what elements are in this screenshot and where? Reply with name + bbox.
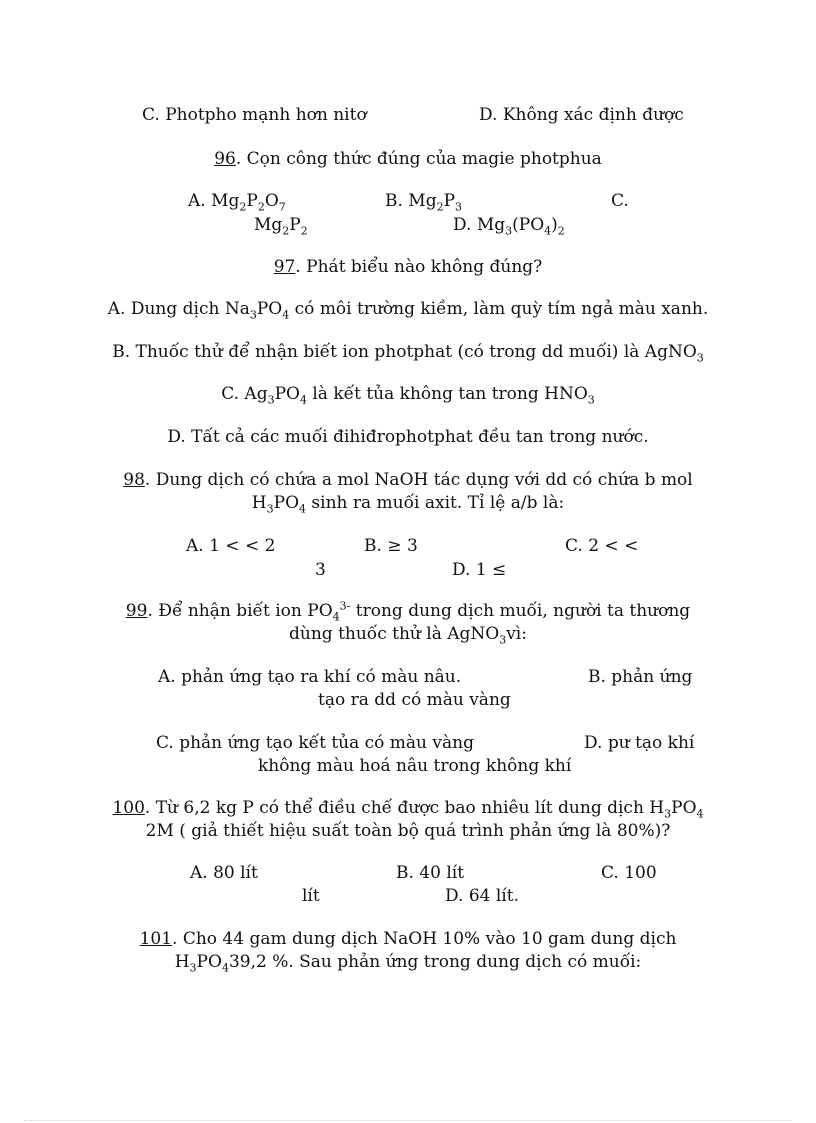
q95-option-c: C. Photpho mạnh hơn nitơ <box>142 105 367 125</box>
q96-option-b: B. $Mg_2P_3$ <box>385 191 463 214</box>
q97-option-c: C. $Ag_3PO_4$ là kết tủa không tan trong $HNO_3$ <box>221 384 595 407</box>
q99-option-d: D. pư tạo khí <box>584 733 695 753</box>
q98-option-b: B. ≥ 3 <box>364 536 418 556</box>
q100-option-b: B. 40 lít <box>396 863 465 883</box>
question-text: . Phát biểu nào không đúng? <box>295 257 543 277</box>
q99-option-d-cont: không màu hoá nâu trong không khí <box>258 756 572 776</box>
q98-option-c-cont: 3 <box>315 560 326 580</box>
q99-option-a: A. phản ứng tạo ra khí có màu nâu. <box>158 667 462 687</box>
q96-question <box>0 148 816 170</box>
question-number: 99 <box>125 601 148 621</box>
q99-option-b: B. phản ứng <box>588 667 693 687</box>
question-text: . Cọn công thức đúng của magie photphua <box>235 149 602 169</box>
q99-question-line2: dùng thuốc thử là AgNO$_3$vì: <box>289 624 527 647</box>
q101-question-line1: 101. Cho 44 gam dung dịch NaOH 10% vào 10 gam dung dịch <box>139 929 677 949</box>
q96-option-c-value: $Mg_2P_2$ <box>254 215 308 238</box>
question-number: 101 <box>139 929 173 949</box>
q99-question-line1: 99. Để nhận biết ion $PO_4^{3-}$ trong dung dịch muối, người ta thương <box>125 599 691 624</box>
question-number: 98 <box>123 470 145 490</box>
q97-question <box>0 256 816 278</box>
q99-option-b-cont: tạo ra dd có màu vàng <box>318 690 511 710</box>
page-bottom-divider <box>24 1120 792 1121</box>
q100-question-line2: 2M ( giả thiết hiệu suất toàn bộ quá trình phản ứng là 80%)? <box>145 821 671 841</box>
q96-option-d: D. $Mg_3(PO_4)_2$ <box>453 215 565 238</box>
q101-question-line2: $H_3PO_439,2$ %. Sau phản ứng trong dung dịch có muối: <box>174 952 642 975</box>
q96-option-c-label: C. <box>611 191 629 211</box>
q97-option-d: D. Tất cả các muối đihiđrophotphat đều tan trong nước. <box>167 427 649 447</box>
q98-option-d: D. 1 ≤ <box>452 560 507 580</box>
q99-option-c: C. phản ứng tạo kết tủa có màu vàng <box>156 733 474 753</box>
q100-option-c: C. 100 <box>601 863 657 883</box>
q100-option-d: D. 64 lít. <box>445 886 519 906</box>
q97-option-b: B. Thuốc thử để nhận biết ion photphat (có trong dd muối) là AgNO$_3$ <box>112 342 704 365</box>
q97-option-a: A. Dung dịch $Na_3PO_4$ có môi trường kiềm, làm quỳ tím ngả màu xanh. <box>107 299 709 322</box>
q100-option-a: A. 80 lít <box>190 863 258 883</box>
q100-question-line1: 100. Từ 6,2 kg P có thể điều chế được bao nhiêu lít dung dịch $H_3PO_4$ <box>112 798 704 821</box>
q98-option-a: A. 1 < < 2 <box>186 536 276 556</box>
q98-option-c: C. 2 < < <box>565 536 639 556</box>
q100-option-c-cont: lít <box>302 886 320 906</box>
question-number: 97 <box>273 257 296 277</box>
q96-option-a: A. $Mg_2P_2O_7$ <box>188 191 286 214</box>
q95-option-d: D. Không xác định được <box>479 105 684 125</box>
q98-question-line1: 98. Dung dịch có chứa a mol NaOH tác dụng với dd có chứa b mol <box>123 470 693 490</box>
q98-question-line2: $H_3PO_4$ sinh ra muối axit. Tỉ lệ a/b là: <box>251 493 565 516</box>
question-number: 100 <box>112 798 145 818</box>
question-number: 96 <box>214 149 236 169</box>
